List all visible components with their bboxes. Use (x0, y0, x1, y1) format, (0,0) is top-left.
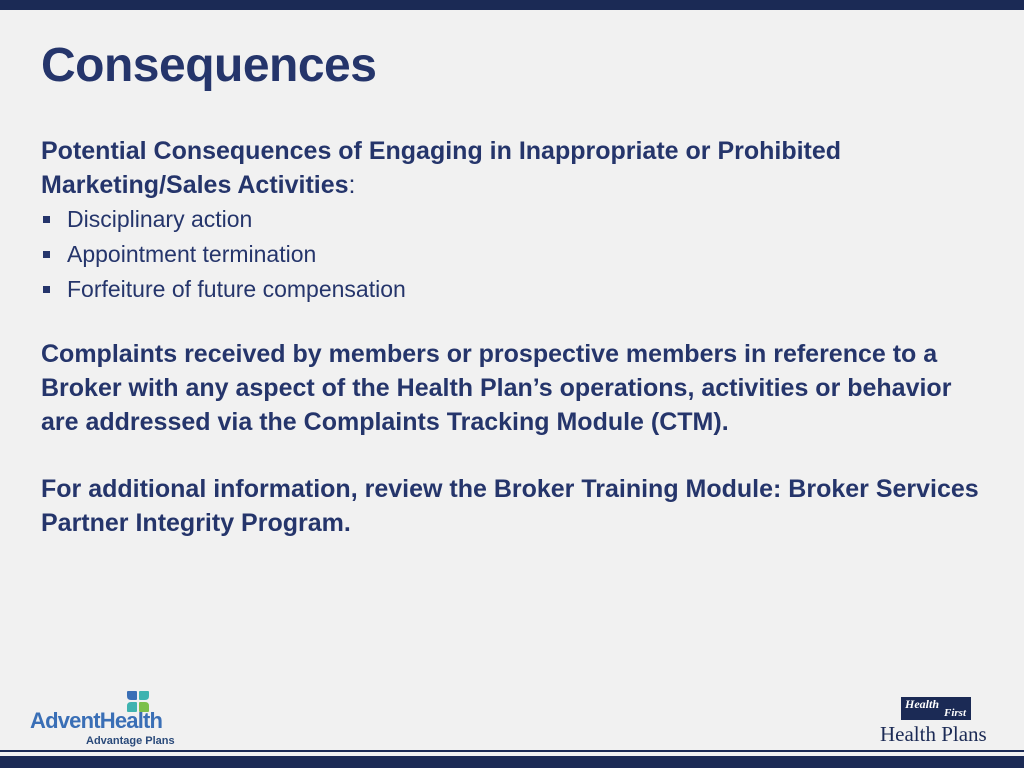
health-first-logo (878, 694, 998, 746)
lead-heading: Potential Consequences of Engaging in Inappropriate or Prohibited Marketing/Sales Activities (41, 137, 842, 199)
health-plans-wordmark: Health Plans (880, 722, 987, 746)
adventhealth-logo (28, 690, 188, 750)
adventhealth-wordmark: AdventHealth (30, 708, 163, 733)
lead-paragraph (41, 134, 991, 202)
slide-title: Consequences (41, 39, 377, 92)
additional-info-paragraph: For additional information, review the Broker Training Module: Broker Services Partner Integrity Program. (41, 475, 979, 537)
square-bullet-icon (43, 251, 50, 258)
top-accent-bar (0, 0, 1024, 10)
list-item (41, 272, 991, 307)
list-item (41, 237, 991, 272)
health-first-badge-line2: First (943, 707, 966, 719)
lead-colon: : (348, 171, 356, 199)
bottom-accent-bar (0, 756, 1024, 768)
square-bullet-icon (43, 216, 50, 223)
square-bullet-icon (43, 286, 50, 293)
health-first-badge (901, 697, 971, 720)
list-item-text: Appointment termination (67, 241, 317, 267)
bottom-divider (0, 750, 1024, 752)
list-item-text: Forfeiture of future compensation (67, 276, 406, 302)
list-item (41, 202, 991, 237)
consequence-list (41, 202, 991, 307)
complaints-paragraph: Complaints received by members or prospective members in reference to a Broker with any aspect of the Health Plan’s operations, activities or behavior are addressed via the Complaints Tracking Module (CTM). (41, 340, 952, 436)
health-first-badge-line1: Health (905, 697, 940, 711)
advantage-plans-tagline: Advantage Plans (86, 735, 175, 747)
slide-content (41, 134, 991, 540)
list-item-text: Disciplinary action (67, 206, 253, 232)
